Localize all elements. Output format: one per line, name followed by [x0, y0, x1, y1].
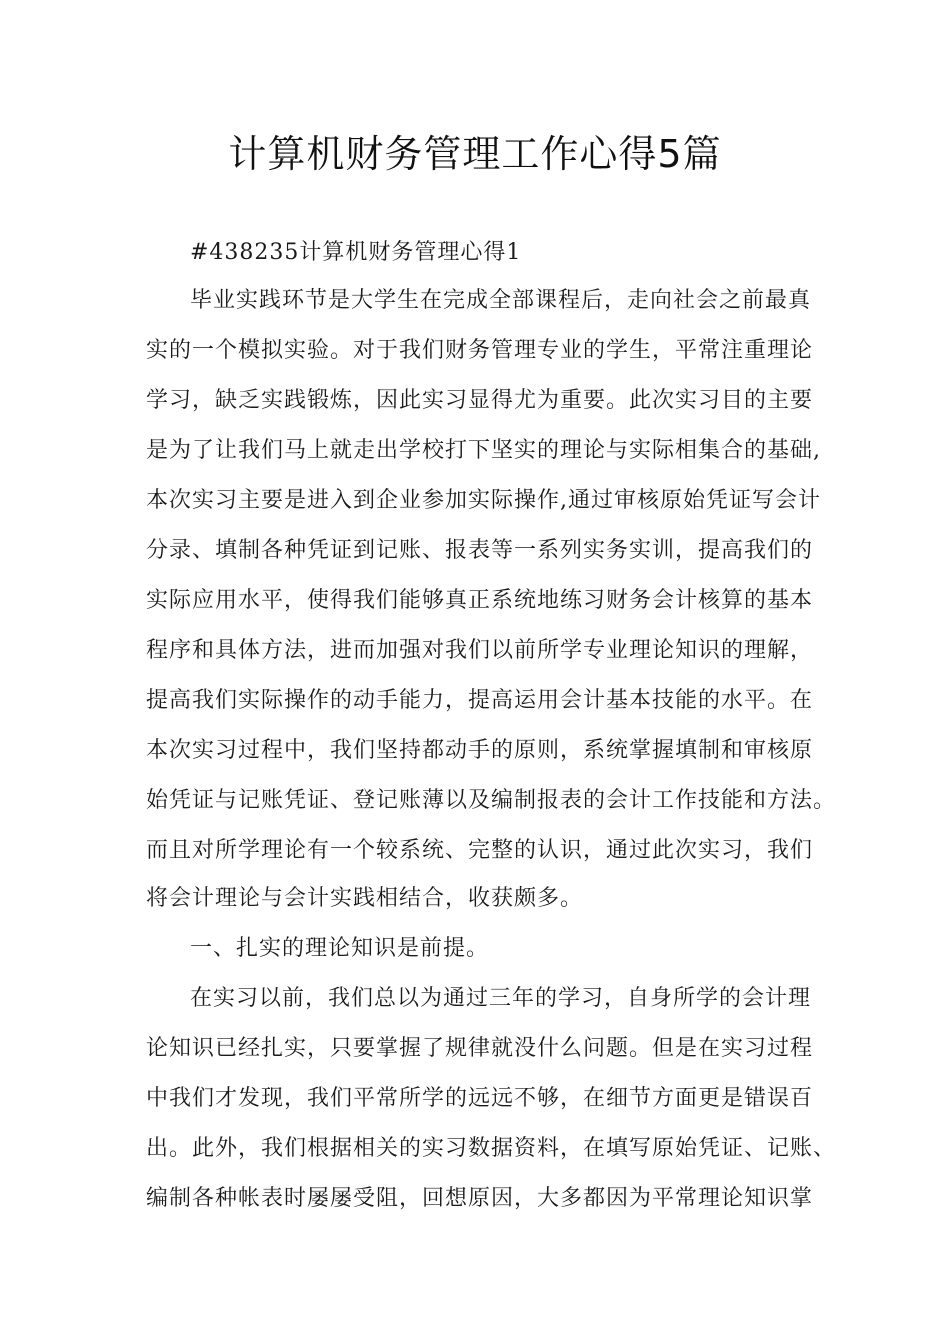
- paragraph-line: 将会计理论与会计实践相结合，收获颇多。: [146, 886, 584, 911]
- paragraph-line: 毕业实践环节是大学生在完成全部课程后，走向社会之前最真: [190, 288, 812, 313]
- subheading-line: 一、扎实的理论知识是前提。: [190, 936, 490, 961]
- section-heading: #438235计算机财务管理心得1: [190, 240, 522, 265]
- paragraph-line: 始凭证与记账凭证、登记账薄以及编制报表的会计工作技能和方法。: [146, 788, 837, 813]
- paragraph-line: 本次实习过程中，我们坚持都动手的原则，系统掌握填制和审核原: [146, 738, 814, 763]
- paragraph-line: 在实习以前，我们总以为通过三年的学习，自身所学的会计理: [190, 986, 812, 1011]
- paragraph-line: 实的一个模拟实验。对于我们财务管理专业的学生，平常注重理论: [146, 338, 814, 363]
- paragraph-line: 实际应用水平，使得我们能够真正系统地练习财务会计核算的基本: [146, 588, 814, 613]
- paragraph-line: 论知识已经扎实，只要掌握了规律就没什么问题。但是在实习过程: [146, 1036, 814, 1061]
- paragraph-line: 本次实习主要是进入到企业参加实际操作,通过审核原始凭证写会计: [146, 488, 821, 513]
- paragraph-line: 而且对所学理论有一个较系统、完整的认识，通过此次实习，我们: [146, 838, 814, 863]
- paragraph-line: 出。此外，我们根据相关的实习数据资料，在填写原始凭证、记账、: [146, 1136, 837, 1161]
- paragraph-line: 分录、填制各种凭证到记账、报表等一系列实务实训，提高我们的: [146, 538, 814, 563]
- paragraph-line: 程序和具体方法，进而加强对我们以前所学专业理论知识的理解，: [146, 638, 814, 663]
- paragraph-line: 学习，缺乏实践锻炼，因此实习显得尤为重要。此次实习目的主要: [146, 388, 814, 413]
- paragraph-line: 中我们才发现，我们平常所学的远远不够，在细节方面更是错误百: [146, 1086, 814, 1111]
- paragraph-line: 提高我们实际操作的动手能力，提高运用会计基本技能的水平。在: [146, 688, 814, 713]
- document-title: 计算机财务管理工作心得5篇: [228, 132, 722, 176]
- paragraph-line: 编制各种帐表时屡屡受阻，回想原因，大多都因为平常理论知识掌: [146, 1186, 814, 1211]
- paragraph-line: 是为了让我们马上就走出学校打下坚实的理论与实际相集合的基础,: [146, 438, 821, 463]
